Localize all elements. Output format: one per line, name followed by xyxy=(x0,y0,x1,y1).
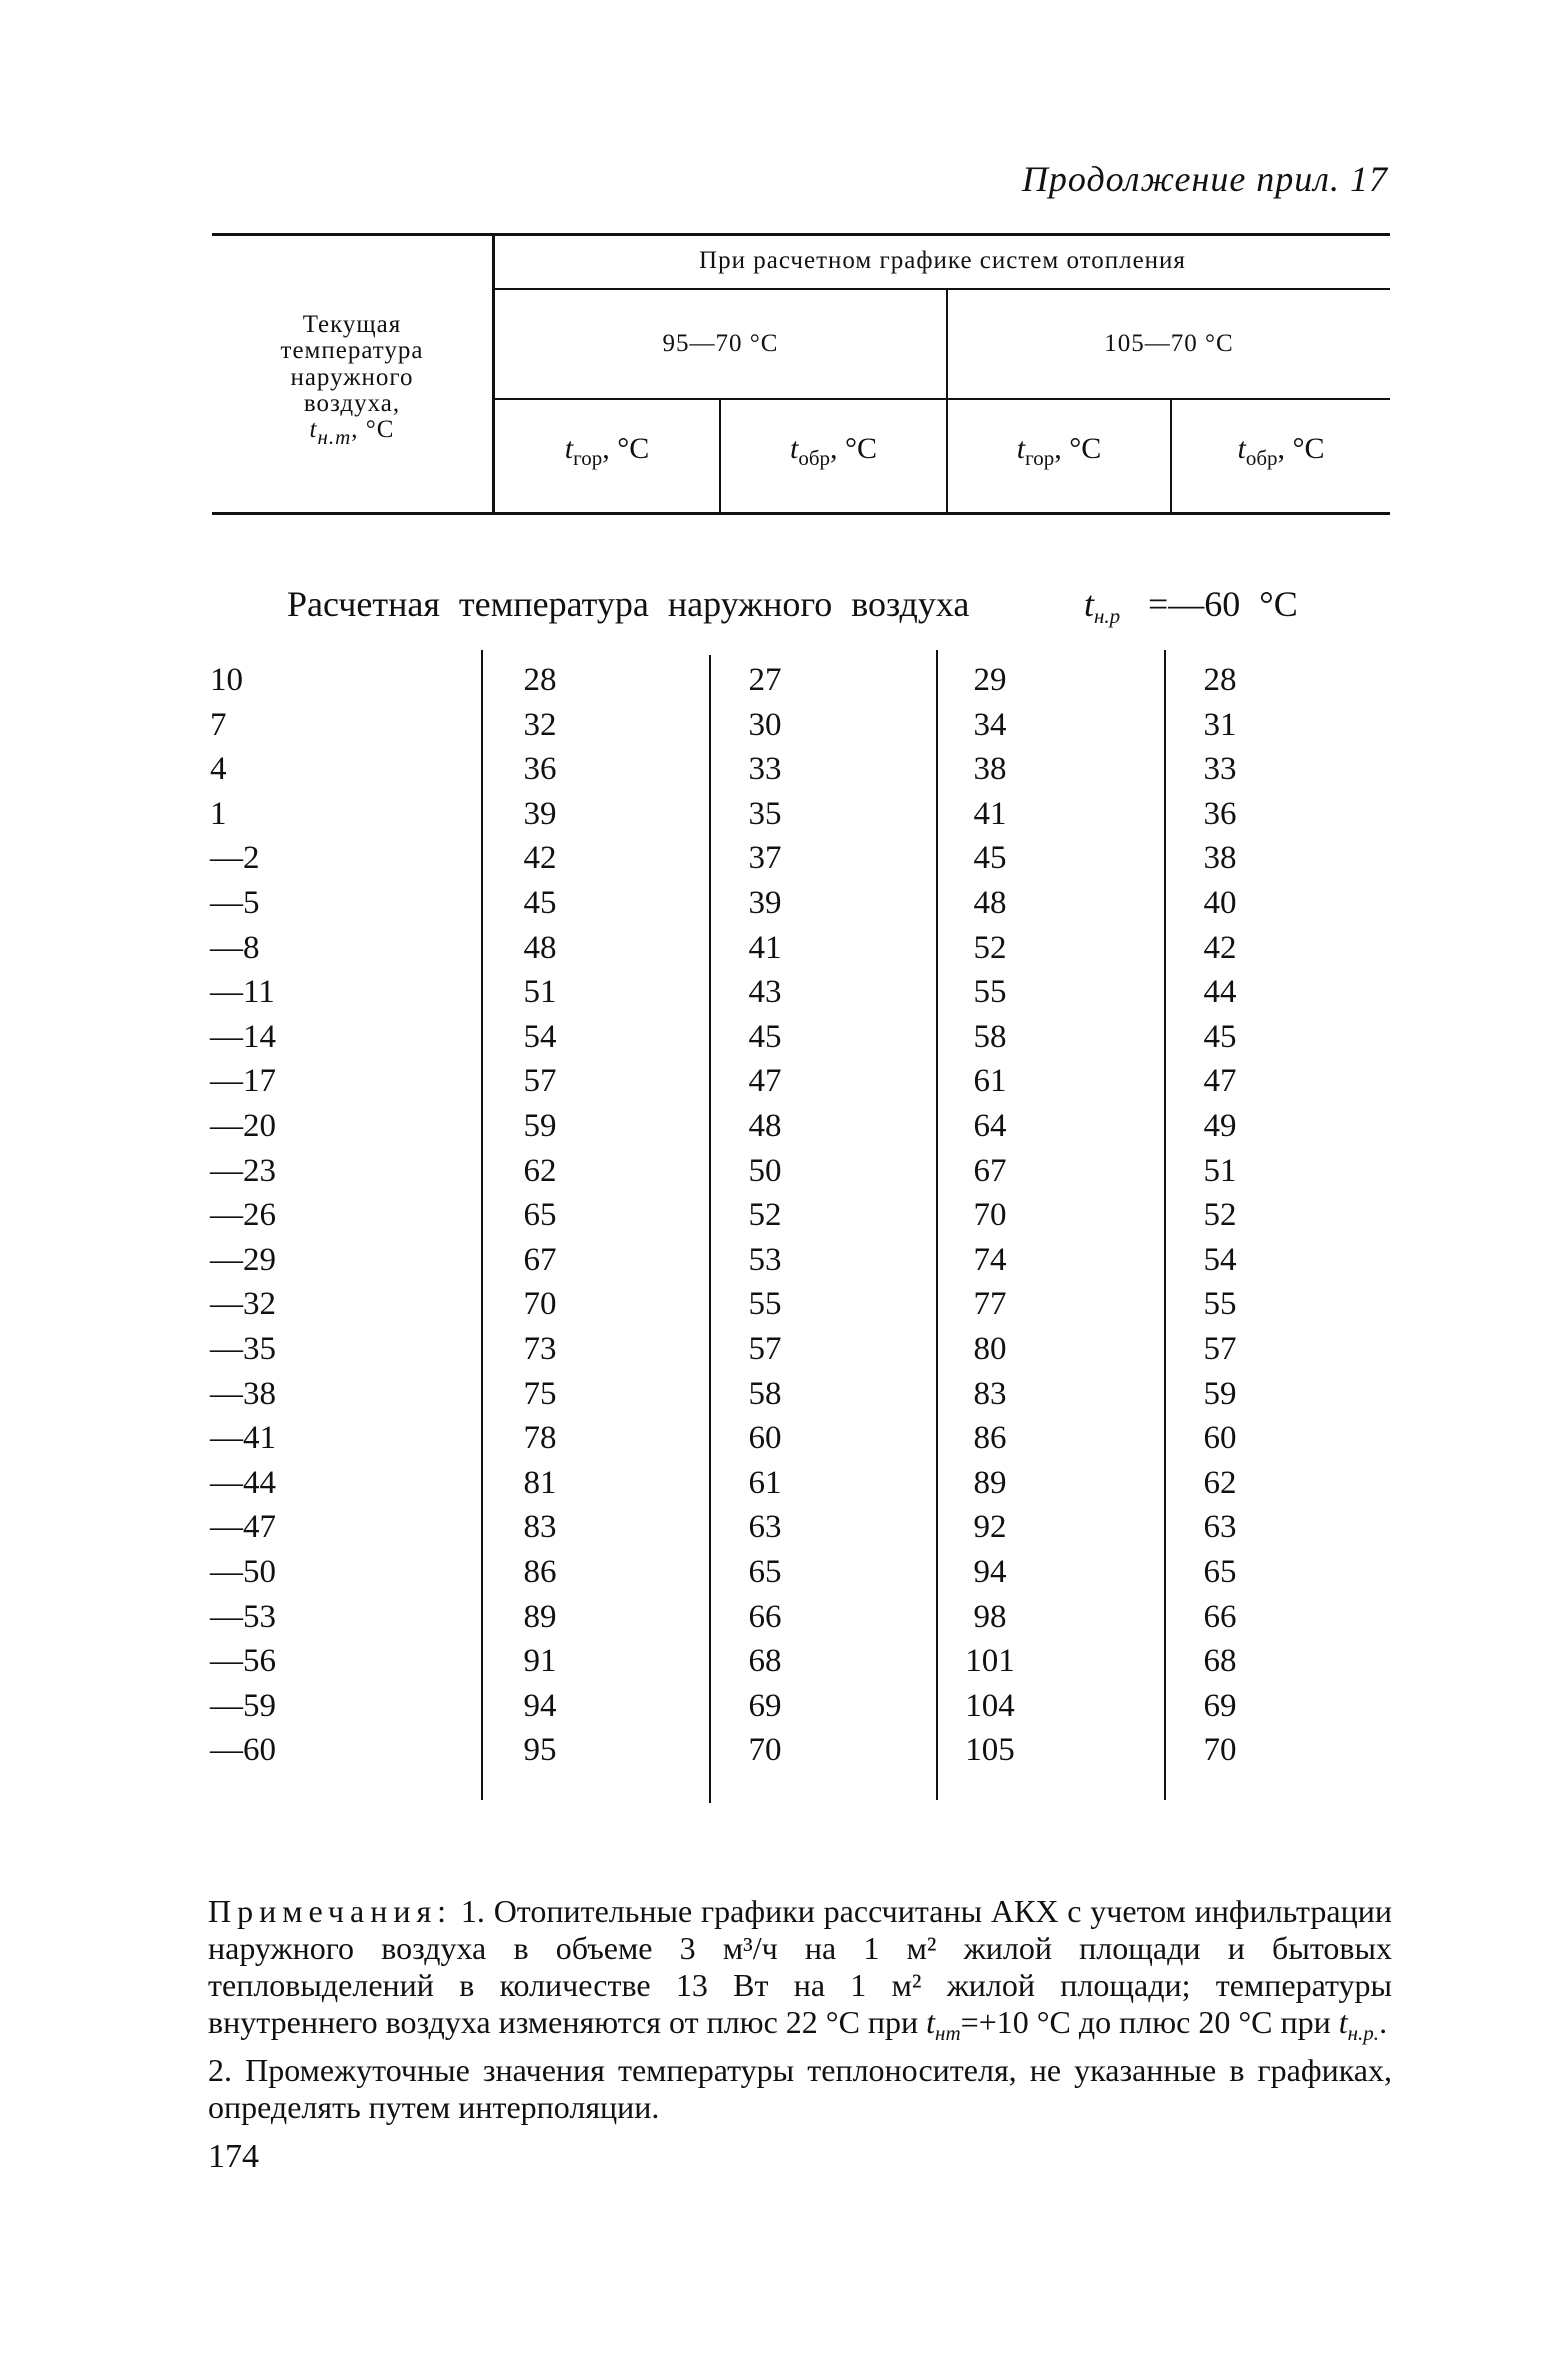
cell-value: 81 xyxy=(523,1464,557,1501)
cell-value: 104 xyxy=(965,1687,1015,1724)
cell-value: 27 xyxy=(748,662,782,698)
table-row xyxy=(0,1465,1560,1509)
row-header-line: Текущая xyxy=(302,311,402,338)
cell-value: 62 xyxy=(1203,1464,1237,1501)
cell-outdoor-temp: —32 xyxy=(210,1286,276,1323)
table-row xyxy=(0,1063,1560,1107)
cell-value: 41 xyxy=(748,929,782,966)
table-row xyxy=(0,1019,1560,1063)
cell-value: 52 xyxy=(748,1197,782,1234)
cell-value: 49 xyxy=(1203,1108,1237,1144)
cell-value: 37 xyxy=(748,840,782,877)
cell-value: 43 xyxy=(748,974,782,1011)
header-schedule-rule xyxy=(495,398,1390,400)
cell-value: 65 xyxy=(523,1197,557,1234)
cell-value: 62 xyxy=(523,1152,557,1189)
cell-value: 39 xyxy=(523,795,557,832)
section-text: Расчетная температура наружного воздуха xyxy=(287,584,970,624)
table-row xyxy=(0,840,1560,884)
notes-symbol-1: $t_{нт}$ xyxy=(926,2004,961,2045)
cell-value: 48 xyxy=(523,929,557,966)
header-top-rule xyxy=(212,233,1390,236)
cell-value: 61 xyxy=(748,1464,782,1501)
cell-value: 52 xyxy=(1203,1197,1237,1234)
cell-value: 31 xyxy=(1203,706,1237,743)
cell-value: 77 xyxy=(973,1286,1007,1323)
cell-value: 70 xyxy=(1203,1732,1237,1769)
cell-value: 70 xyxy=(523,1286,557,1323)
cell-value: 48 xyxy=(748,1108,782,1144)
col-header-return-2: $t_{обр}$, °С xyxy=(1237,432,1325,470)
table-row xyxy=(0,751,1560,795)
cell-value: 48 xyxy=(973,885,1007,921)
cell-outdoor-temp: —50 xyxy=(210,1554,276,1590)
row-header-line: наружного xyxy=(290,363,414,391)
col-header-supply-1: $t_{гор}$, °С xyxy=(564,432,650,470)
cell-value: 78 xyxy=(523,1420,557,1457)
group-title: При расчетном графике систем отопления xyxy=(699,247,1186,274)
cell-value: 42 xyxy=(1203,929,1237,966)
symbol-t: t xyxy=(309,416,318,443)
cell-value: 89 xyxy=(523,1598,557,1635)
table-row xyxy=(0,707,1560,751)
col-header-return-1: $t_{обр}$, °С xyxy=(789,432,878,470)
cell-outdoor-temp: —17 xyxy=(210,1063,276,1100)
row-header-line: температура xyxy=(280,337,424,365)
notes-text-3: . xyxy=(1379,2004,1388,2040)
cell-value: 47 xyxy=(748,1063,782,1100)
cell-value: 91 xyxy=(523,1643,557,1680)
header-bottom-rule xyxy=(212,512,1390,515)
cell-value: 58 xyxy=(973,1018,1007,1055)
schedule-105-70: 105—70 °С xyxy=(1104,330,1234,357)
cell-outdoor-temp: 10 xyxy=(210,662,243,698)
cell-value: 59 xyxy=(1203,1375,1237,1412)
cell-value: 86 xyxy=(523,1554,557,1590)
cell-outdoor-temp: —56 xyxy=(210,1643,276,1680)
cell-outdoor-temp: —14 xyxy=(210,1018,276,1055)
cell-value: 45 xyxy=(748,1018,782,1055)
cell-value: 38 xyxy=(1203,840,1237,877)
cell-value: 57 xyxy=(523,1063,557,1100)
cell-value: 73 xyxy=(523,1331,557,1367)
table-row xyxy=(0,885,1560,929)
cell-value: 98 xyxy=(973,1598,1007,1635)
cell-value: 39 xyxy=(748,885,782,921)
table-row xyxy=(0,1286,1560,1330)
table-row xyxy=(0,662,1560,706)
cell-outdoor-temp: —29 xyxy=(210,1241,276,1278)
cell-value: 60 xyxy=(1203,1420,1237,1457)
cell-value: 83 xyxy=(523,1509,557,1546)
header-divider-schedules xyxy=(946,290,948,512)
row-header-line: воздуха, xyxy=(303,389,401,417)
cell-value: 38 xyxy=(973,751,1007,788)
cell-outdoor-temp: —26 xyxy=(210,1197,276,1234)
cell-value: 67 xyxy=(523,1241,557,1278)
cell-value: 45 xyxy=(973,840,1007,877)
table-row xyxy=(0,1509,1560,1553)
cell-value: 52 xyxy=(973,929,1007,966)
cell-outdoor-temp: 4 xyxy=(210,751,227,788)
table-row xyxy=(0,974,1560,1018)
section-value: =—60 °С xyxy=(1148,584,1298,624)
cell-value: 89 xyxy=(973,1464,1007,1501)
cell-value: 41 xyxy=(973,795,1007,832)
cell-value: 60 xyxy=(748,1420,782,1457)
cell-value: 64 xyxy=(973,1108,1007,1144)
cell-value: 101 xyxy=(965,1643,1015,1680)
table-row xyxy=(0,1554,1560,1598)
cell-outdoor-temp: 7 xyxy=(210,706,227,743)
cell-value: 28 xyxy=(523,662,557,698)
cell-value: 74 xyxy=(973,1241,1007,1278)
cell-outdoor-temp: —60 xyxy=(210,1732,276,1769)
running-header: Продолжение прил. 17 xyxy=(1021,159,1388,199)
cell-value: 61 xyxy=(973,1063,1007,1100)
cell-outdoor-temp: —41 xyxy=(210,1420,276,1457)
cell-value: 58 xyxy=(748,1375,782,1412)
cell-outdoor-temp: —5 xyxy=(210,885,260,921)
cell-value: 30 xyxy=(748,706,782,743)
notes-text-2: =+10 °С до плюс 20 °С при xyxy=(960,2004,1331,2040)
cell-outdoor-temp: 1 xyxy=(210,795,227,832)
cell-value: 69 xyxy=(1203,1687,1237,1724)
row-header-unit: °C xyxy=(365,416,395,443)
cell-value: 55 xyxy=(973,974,1007,1011)
table-row xyxy=(0,796,1560,840)
cell-value: 45 xyxy=(1203,1018,1237,1055)
cell-outdoor-temp: —38 xyxy=(210,1375,276,1412)
cell-value: 105 xyxy=(965,1732,1015,1769)
cell-value: 67 xyxy=(973,1152,1007,1189)
cell-value: 66 xyxy=(748,1598,782,1635)
cell-value: 59 xyxy=(523,1108,557,1144)
cell-value: 35 xyxy=(748,795,782,832)
col-header-supply-2: $t_{гор}$, °С xyxy=(1016,432,1102,470)
cell-value: 83 xyxy=(973,1375,1007,1412)
cell-outdoor-temp: —59 xyxy=(210,1687,276,1724)
notes-symbol-2: $t_{н.р.}$ xyxy=(1338,2004,1380,2045)
page-number: 174 xyxy=(208,2138,259,2175)
symbol-subscript: н.т xyxy=(317,425,352,449)
cell-outdoor-temp: —8 xyxy=(210,929,260,966)
section-symbol: $t_{н.р}$ xyxy=(1084,584,1121,628)
cell-value: 54 xyxy=(523,1018,557,1055)
header-group-rule xyxy=(495,288,1390,290)
cell-value: 51 xyxy=(523,974,557,1011)
cell-value: 47 xyxy=(1203,1063,1237,1100)
cell-value: 33 xyxy=(748,751,782,788)
cell-value: 66 xyxy=(1203,1598,1237,1635)
cell-outdoor-temp: —44 xyxy=(210,1464,276,1501)
notes xyxy=(208,1893,1392,2126)
table-row xyxy=(0,1197,1560,1241)
row-header-cell xyxy=(232,312,472,448)
cell-outdoor-temp: —2 xyxy=(210,840,260,877)
cell-value: 33 xyxy=(1203,751,1237,788)
cell-value: 53 xyxy=(748,1241,782,1278)
cell-value: 63 xyxy=(1203,1509,1237,1546)
cell-value: 70 xyxy=(748,1732,782,1769)
table-row xyxy=(0,1420,1560,1464)
row-header-symbol-line: $t_{н.т}$, °C xyxy=(309,416,395,449)
table-row xyxy=(0,1688,1560,1732)
cell-value: 57 xyxy=(748,1331,782,1367)
schedule-95-70: 95—70 °С xyxy=(662,330,779,357)
cell-value: 36 xyxy=(523,751,557,788)
notes-text-1: 1. Отопительные графики рассчитаны АКХ с учетом инфильтрации наружного воздуха в объеме 3 м³/ч на 1 м² жилой площади и бытовых тепловыделений в количестве 13 Вт на 1 м² жилой площади; температуры внутреннего воздуха изменяются от плюс 22 °С при xyxy=(208,1893,1393,2040)
cell-value: 94 xyxy=(523,1687,557,1724)
cell-value: 32 xyxy=(523,706,557,743)
cell-outdoor-temp: —11 xyxy=(210,974,275,1011)
cell-outdoor-temp: —20 xyxy=(210,1108,276,1144)
cell-value: 44 xyxy=(1203,974,1237,1011)
cell-value: 68 xyxy=(748,1643,782,1680)
cell-value: 95 xyxy=(523,1732,557,1769)
cell-value: 92 xyxy=(973,1509,1007,1546)
cell-value: 70 xyxy=(973,1197,1007,1234)
cell-value: 94 xyxy=(973,1554,1007,1590)
cell-value: 55 xyxy=(748,1286,782,1323)
table-row xyxy=(0,1732,1560,1776)
table-row xyxy=(0,1242,1560,1286)
table-row xyxy=(0,1331,1560,1375)
cell-value: 45 xyxy=(523,885,557,921)
table-row xyxy=(0,1108,1560,1152)
cell-outdoor-temp: —35 xyxy=(210,1331,276,1367)
cell-value: 68 xyxy=(1203,1643,1237,1680)
cell-value: 42 xyxy=(523,840,557,877)
table-row xyxy=(0,1153,1560,1197)
cell-value: 34 xyxy=(973,706,1007,743)
cell-value: 75 xyxy=(523,1375,557,1412)
notes-text-4: 2. Промежуточные значения температуры теплоносителя, не указанные в графиках, определять путем интерполяции. xyxy=(208,2052,1392,2125)
cell-outdoor-temp: —47 xyxy=(210,1509,276,1546)
cell-outdoor-temp: —23 xyxy=(210,1152,276,1189)
cell-value: 54 xyxy=(1203,1241,1237,1278)
cell-value: 65 xyxy=(748,1554,782,1590)
cell-value: 28 xyxy=(1203,662,1237,698)
table-row xyxy=(0,930,1560,974)
cell-outdoor-temp: —53 xyxy=(210,1598,276,1635)
cell-value: 40 xyxy=(1203,885,1237,921)
cell-value: 51 xyxy=(1203,1152,1237,1189)
cell-value: 36 xyxy=(1203,795,1237,832)
table-row xyxy=(0,1643,1560,1687)
cell-value: 57 xyxy=(1203,1331,1237,1367)
cell-value: 65 xyxy=(1203,1554,1237,1590)
cell-value: 69 xyxy=(748,1687,782,1724)
table-row xyxy=(0,1599,1560,1643)
cell-value: 50 xyxy=(748,1152,782,1189)
cell-value: 63 xyxy=(748,1509,782,1546)
table-row xyxy=(0,1376,1560,1420)
cell-value: 80 xyxy=(973,1331,1007,1367)
cell-value: 55 xyxy=(1203,1286,1237,1323)
cell-value: 29 xyxy=(973,662,1007,698)
cell-value: 86 xyxy=(973,1420,1007,1457)
notes-label: Примечания: xyxy=(208,1893,453,1929)
